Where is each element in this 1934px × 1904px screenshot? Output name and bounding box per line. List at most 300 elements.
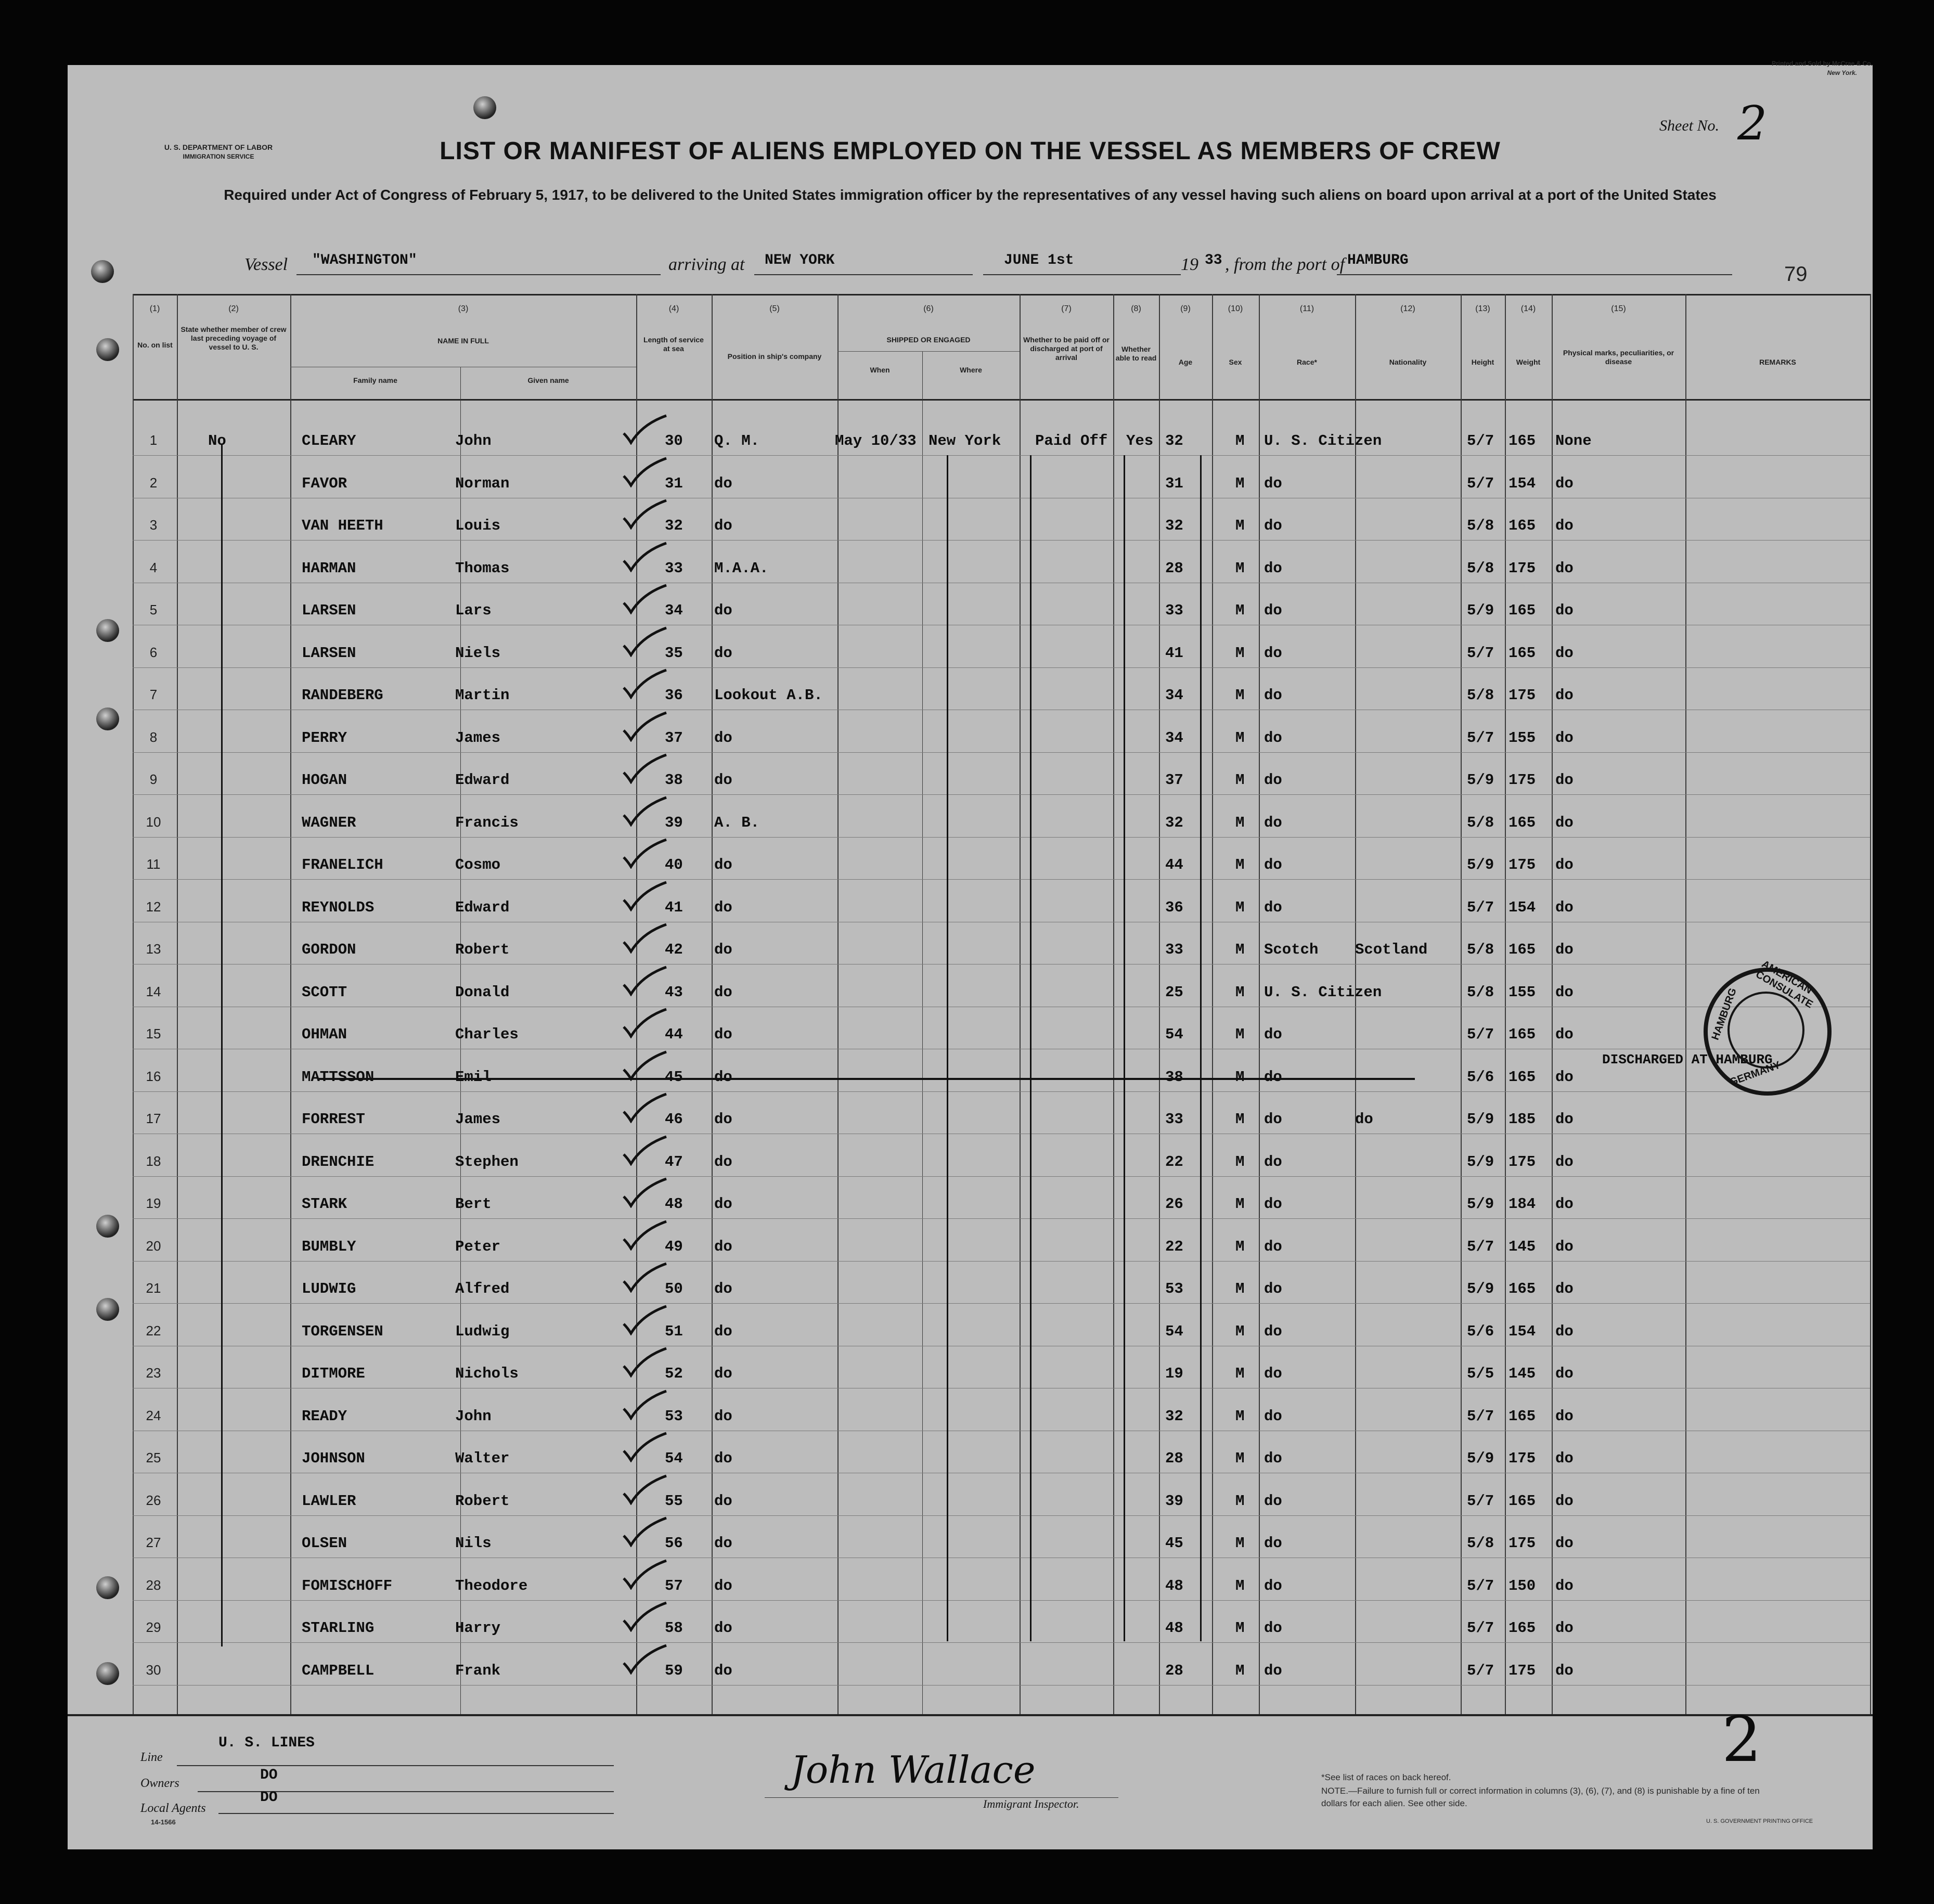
cell-age: 28 bbox=[1165, 559, 1183, 577]
checkmark-icon bbox=[622, 1304, 668, 1335]
inspector-signature: John Wallace bbox=[791, 1748, 1036, 1792]
checkmark-icon bbox=[622, 1516, 668, 1547]
col1-number: (1) bbox=[149, 304, 160, 313]
cell-age: 32 bbox=[1165, 814, 1183, 831]
cell-physical-marks: do bbox=[1555, 983, 1574, 1001]
cell-age: 33 bbox=[1165, 941, 1183, 958]
cell-given-name: Thomas bbox=[455, 559, 510, 577]
col7-number: (7) bbox=[1061, 304, 1072, 313]
strike-through-line bbox=[317, 1078, 1415, 1080]
col15-number: (15) bbox=[1611, 304, 1626, 313]
ditto-line bbox=[221, 445, 223, 1646]
cell-length-of-service: 51 bbox=[665, 1322, 683, 1340]
col-header-family-name: Family name bbox=[353, 376, 397, 384]
cell-family-name: CLEARY bbox=[302, 432, 356, 449]
cell-length-of-service: 32 bbox=[665, 517, 683, 534]
cell-age: 41 bbox=[1165, 644, 1183, 662]
cell-family-name: FOMISCHOFF bbox=[302, 1577, 393, 1594]
checkmark-icon bbox=[622, 1346, 668, 1378]
cell-sex: M bbox=[1235, 1450, 1245, 1467]
cell-physical-marks: do bbox=[1555, 517, 1574, 534]
cell-physical-marks: do bbox=[1555, 559, 1574, 577]
row-number: 23 bbox=[146, 1365, 161, 1381]
checkmark-icon bbox=[622, 668, 668, 699]
cell-height: 5/9 bbox=[1467, 602, 1494, 619]
col-header-remarks: REMARKS bbox=[1759, 358, 1796, 366]
checkmark-icon bbox=[622, 880, 668, 911]
cell-position: A. B. bbox=[714, 814, 760, 831]
cell-position: do bbox=[714, 1577, 732, 1594]
agents-value: DO bbox=[260, 1790, 278, 1806]
cell-weight: 165 bbox=[1508, 1026, 1536, 1043]
cell-race: do bbox=[1264, 1238, 1282, 1255]
punch-hole bbox=[96, 619, 119, 642]
cell-physical-marks: do bbox=[1555, 1026, 1574, 1043]
inspector-label: Immigrant Inspector. bbox=[983, 1797, 1079, 1810]
cell-height: 5/7 bbox=[1467, 474, 1494, 492]
cell-length-of-service: 59 bbox=[665, 1662, 683, 1679]
cell-height: 5/7 bbox=[1467, 1577, 1494, 1594]
cell-race: do bbox=[1264, 474, 1282, 492]
cell-given-name: Bert bbox=[455, 1195, 492, 1213]
cell-shipped-where: New York bbox=[929, 432, 1001, 449]
cell-length-of-service: 55 bbox=[665, 1492, 683, 1510]
cell-given-name: John bbox=[455, 432, 492, 449]
cell-race: do bbox=[1264, 1322, 1282, 1340]
cell-family-name: REYNOLDS bbox=[302, 898, 375, 916]
cell-height: 5/7 bbox=[1467, 1619, 1494, 1637]
row-number: 13 bbox=[146, 941, 161, 957]
checkmark-icon bbox=[622, 795, 668, 827]
cell-physical-marks: do bbox=[1555, 941, 1574, 958]
cell-family-name: FORREST bbox=[302, 1111, 365, 1128]
cell-height: 5/7 bbox=[1467, 1662, 1494, 1679]
cell-race: do bbox=[1264, 1492, 1282, 1510]
punch-hole bbox=[96, 1298, 119, 1321]
sheet-label: Sheet No. bbox=[1659, 117, 1719, 134]
cell-given-name: Charles bbox=[455, 1026, 519, 1043]
cell-race: do bbox=[1264, 729, 1282, 747]
cell-given-name: John bbox=[455, 1407, 492, 1425]
cell-race: do bbox=[1264, 687, 1282, 704]
col12-number: (12) bbox=[1400, 304, 1415, 313]
cell-length-of-service: 39 bbox=[665, 814, 683, 831]
cell-physical-marks: do bbox=[1555, 1407, 1574, 1425]
cell-sex: M bbox=[1235, 1577, 1245, 1594]
cell-physical-marks: do bbox=[1555, 729, 1574, 747]
cell-able-to-read: Yes bbox=[1126, 432, 1154, 449]
cell-given-name: James bbox=[455, 1111, 501, 1128]
cell-given-name: Nichols bbox=[455, 1365, 519, 1382]
checkmark-icon bbox=[622, 583, 668, 614]
col-header-previous-voyage: State whether member of crew last preceding voyage of vessel to U. S. bbox=[180, 325, 287, 351]
cell-family-name: GORDON bbox=[302, 941, 356, 958]
col10-number: (10) bbox=[1228, 304, 1243, 313]
cell-height: 5/8 bbox=[1467, 517, 1494, 534]
cell-position: do bbox=[714, 1238, 732, 1255]
cell-length-of-service: 46 bbox=[665, 1111, 683, 1128]
cell-physical-marks: do bbox=[1555, 1662, 1574, 1679]
cell-height: 5/7 bbox=[1467, 1026, 1494, 1043]
form-number: 14-1566 bbox=[151, 1818, 176, 1826]
cell-length-of-service: 57 bbox=[665, 1577, 683, 1594]
cell-nationality: do bbox=[1355, 1111, 1373, 1128]
sheet-number: 2 bbox=[1737, 96, 1768, 151]
stamp-text-top: AMERICAN CONSULATE bbox=[1754, 958, 1815, 1011]
cell-height: 5/9 bbox=[1467, 1153, 1494, 1170]
cell-height: 5/8 bbox=[1467, 1535, 1494, 1552]
checkmark-icon bbox=[622, 965, 668, 996]
cell-physical-marks: do bbox=[1555, 687, 1574, 704]
checkmark-icon bbox=[622, 838, 668, 869]
cell-age: 34 bbox=[1165, 729, 1183, 747]
cell-family-name: CAMPBELL bbox=[302, 1662, 375, 1679]
printing-office: U. S. GOVERNMENT PRINTING OFFICE bbox=[1706, 1818, 1813, 1824]
cell-height: 5/9 bbox=[1467, 1195, 1494, 1213]
cell-physical-marks: None bbox=[1555, 432, 1592, 449]
cell-sex: M bbox=[1235, 941, 1245, 958]
cell-race: do bbox=[1264, 1619, 1282, 1637]
col-header-no: No. on list bbox=[137, 341, 173, 349]
row-number: 25 bbox=[146, 1450, 161, 1465]
cell-height: 5/8 bbox=[1467, 814, 1494, 831]
row-number: 29 bbox=[146, 1619, 161, 1635]
cell-given-name: Norman bbox=[455, 474, 510, 492]
col-header-age: Age bbox=[1178, 358, 1193, 366]
year-prefix: 19 bbox=[1181, 255, 1198, 274]
cell-position: do bbox=[714, 1365, 732, 1382]
checkmark-icon bbox=[622, 1092, 668, 1123]
cell-age: 22 bbox=[1165, 1238, 1183, 1255]
cell-family-name: OLSEN bbox=[302, 1535, 347, 1552]
cell-weight: 165 bbox=[1508, 602, 1536, 619]
cell-position: do bbox=[714, 1619, 732, 1637]
cell-physical-marks: do bbox=[1555, 1068, 1574, 1086]
checkmark-icon bbox=[622, 1007, 668, 1038]
checkmark-icon bbox=[622, 456, 668, 487]
cell-physical-marks: do bbox=[1555, 1153, 1574, 1170]
cell-race: U. S. Citizen bbox=[1264, 983, 1382, 1001]
row-number: 16 bbox=[146, 1068, 161, 1084]
cell-weight: 165 bbox=[1508, 1068, 1536, 1086]
cell-race: do bbox=[1264, 602, 1282, 619]
cell-physical-marks: do bbox=[1555, 1280, 1574, 1297]
cell-family-name: DITMORE bbox=[302, 1365, 365, 1382]
row-number: 1 bbox=[149, 432, 158, 448]
cell-family-name: LARSEN bbox=[302, 602, 356, 619]
cell-height: 5/7 bbox=[1467, 432, 1494, 449]
row-number: 28 bbox=[146, 1577, 161, 1593]
cell-position: do bbox=[714, 1407, 732, 1425]
cell-position: do bbox=[714, 1068, 732, 1086]
cell-weight: 175 bbox=[1508, 1535, 1536, 1552]
cell-physical-marks: do bbox=[1555, 1195, 1574, 1213]
cell-family-name: TORGENSEN bbox=[302, 1322, 383, 1340]
cell-sex: M bbox=[1235, 898, 1245, 916]
col8-number: (8) bbox=[1131, 304, 1141, 313]
cell-age: 45 bbox=[1165, 1535, 1183, 1552]
cell-position: do bbox=[714, 983, 732, 1001]
cell-age: 39 bbox=[1165, 1492, 1183, 1510]
cell-height: 5/9 bbox=[1467, 1450, 1494, 1467]
cell-weight: 155 bbox=[1508, 983, 1536, 1001]
cell-length-of-service: 53 bbox=[665, 1407, 683, 1425]
cell-physical-marks: do bbox=[1555, 1322, 1574, 1340]
cell-race: do bbox=[1264, 1153, 1282, 1170]
cell-race: do bbox=[1264, 1026, 1282, 1043]
cell-given-name: Ludwig bbox=[455, 1322, 510, 1340]
row-number: 9 bbox=[149, 771, 158, 787]
cell-given-name: Harry bbox=[455, 1619, 501, 1637]
cell-position: do bbox=[714, 1492, 732, 1510]
cell-length-of-service: 52 bbox=[665, 1365, 683, 1382]
checkmark-icon bbox=[622, 626, 668, 657]
cell-length-of-service: 36 bbox=[665, 687, 683, 704]
cell-length-of-service: 54 bbox=[665, 1450, 683, 1467]
cell-race: do bbox=[1264, 1195, 1282, 1213]
cell-given-name: Martin bbox=[455, 687, 510, 704]
cell-length-of-service: 35 bbox=[665, 644, 683, 662]
col-header-paid-off: Whether to be paid off or discharged at port of arrival bbox=[1023, 336, 1110, 362]
cell-given-name: Niels bbox=[455, 644, 501, 662]
checkmark-icon bbox=[622, 1219, 668, 1251]
row-number: 19 bbox=[146, 1195, 161, 1211]
cell-sex: M bbox=[1235, 1280, 1245, 1297]
cell-age: 33 bbox=[1165, 602, 1183, 619]
printer-credit: Printed and Sold by McCrae & Co. bbox=[1771, 60, 1873, 67]
cell-family-name: FRANELICH bbox=[302, 856, 383, 873]
row-number: 4 bbox=[149, 559, 158, 575]
row-number: 30 bbox=[146, 1662, 161, 1678]
checkmark-icon bbox=[622, 1474, 668, 1505]
cell-age: 44 bbox=[1165, 856, 1183, 873]
cell-race: do bbox=[1264, 644, 1282, 662]
cell-height: 5/7 bbox=[1467, 644, 1494, 662]
cell-position: do bbox=[714, 856, 732, 873]
cell-sex: M bbox=[1235, 644, 1245, 662]
cell-weight: 185 bbox=[1508, 1111, 1536, 1128]
cell-family-name: LAWLER bbox=[302, 1492, 356, 1510]
manifest-sheet bbox=[68, 60, 1873, 1849]
cell-given-name: Louis bbox=[455, 517, 501, 534]
cell-weight: 175 bbox=[1508, 1450, 1536, 1467]
cell-physical-marks: do bbox=[1555, 474, 1574, 492]
cell-sex: M bbox=[1235, 1026, 1245, 1043]
cell-weight: 175 bbox=[1508, 1153, 1536, 1170]
cell-position: do bbox=[714, 1662, 732, 1679]
checkmark-icon bbox=[622, 1389, 668, 1420]
cell-weight: 154 bbox=[1508, 1322, 1536, 1340]
col-header-where: Where bbox=[960, 366, 982, 374]
cell-sex: M bbox=[1235, 1238, 1245, 1255]
cell-family-name: STARLING bbox=[302, 1619, 375, 1637]
departure-port: HAMBURG bbox=[1347, 252, 1409, 268]
cell-physical-marks: do bbox=[1555, 1365, 1574, 1382]
cell-family-name: FAVOR bbox=[302, 474, 347, 492]
cell-length-of-service: 33 bbox=[665, 559, 683, 577]
cell-weight: 165 bbox=[1508, 517, 1536, 534]
cell-height: 5/7 bbox=[1467, 1492, 1494, 1510]
cell-race: do bbox=[1264, 898, 1282, 916]
cell-family-name: SCOTT bbox=[302, 983, 347, 1001]
punch-hole bbox=[96, 1576, 119, 1599]
cell-race: do bbox=[1264, 771, 1282, 789]
cell-length-of-service: 47 bbox=[665, 1153, 683, 1170]
cell-age: 32 bbox=[1165, 1407, 1183, 1425]
cell-age: 37 bbox=[1165, 771, 1183, 789]
cell-position: do bbox=[714, 517, 732, 534]
row-number: 2 bbox=[149, 474, 158, 491]
cell-height: 5/9 bbox=[1467, 1280, 1494, 1297]
cell-weight: 175 bbox=[1508, 559, 1536, 577]
vessel-label: Vessel bbox=[244, 255, 288, 274]
cell-physical-marks: do bbox=[1555, 1238, 1574, 1255]
cell-sex: M bbox=[1235, 1535, 1245, 1552]
cell-physical-marks: do bbox=[1555, 644, 1574, 662]
checkmark-icon bbox=[622, 922, 668, 954]
cell-position: Q. M. bbox=[714, 432, 760, 449]
cell-given-name: Nils bbox=[455, 1535, 492, 1552]
cell-position: do bbox=[714, 1111, 732, 1128]
agents-label: Local Agents bbox=[140, 1802, 206, 1815]
cell-sex: M bbox=[1235, 1492, 1245, 1510]
row-number: 20 bbox=[146, 1238, 161, 1254]
cell-age: 33 bbox=[1165, 1111, 1183, 1128]
punch-hole bbox=[473, 96, 496, 119]
arriving-label: arriving at bbox=[668, 255, 745, 274]
col13-number: (13) bbox=[1475, 304, 1490, 313]
from-label: , from the port of bbox=[1225, 255, 1345, 274]
cell-race: do bbox=[1264, 1068, 1282, 1086]
cell-length-of-service: 37 bbox=[665, 729, 683, 747]
cell-weight: 155 bbox=[1508, 729, 1536, 747]
page-title: LIST OR MANIFEST OF ALIENS EMPLOYED ON THE VESSEL AS MEMBERS OF CREW bbox=[440, 137, 1501, 165]
checkmark-icon bbox=[622, 1262, 668, 1293]
col9-number: (9) bbox=[1180, 304, 1191, 313]
cell-sex: M bbox=[1235, 983, 1245, 1001]
col2-number: (2) bbox=[228, 304, 239, 313]
cell-sex: M bbox=[1235, 1068, 1245, 1086]
cell-height: 5/6 bbox=[1467, 1322, 1494, 1340]
cell-sex: M bbox=[1235, 1365, 1245, 1382]
cell-weight: 175 bbox=[1508, 856, 1536, 873]
cell-length-of-service: 45 bbox=[665, 1068, 683, 1086]
row-number: 22 bbox=[146, 1322, 161, 1339]
checkmark-icon bbox=[622, 711, 668, 742]
col-header-able-to-read: Whether able to read bbox=[1115, 345, 1157, 362]
owners-value: DO bbox=[260, 1767, 278, 1783]
col5-number: (5) bbox=[769, 304, 780, 313]
checkmark-icon bbox=[622, 541, 668, 572]
cell-given-name: Edward bbox=[455, 771, 510, 789]
cell-given-name: Robert bbox=[455, 1492, 510, 1510]
cell-given-name: Stephen bbox=[455, 1153, 519, 1170]
cell-length-of-service: 49 bbox=[665, 1238, 683, 1255]
cell-length-of-service: 38 bbox=[665, 771, 683, 789]
vessel-name: "WASHINGTON" bbox=[312, 252, 417, 268]
stamp-text-left: HAMBURG bbox=[1709, 986, 1739, 1042]
col11-number: (11) bbox=[1299, 304, 1314, 313]
col-header-weight: Weight bbox=[1516, 358, 1541, 366]
cell-physical-marks: do bbox=[1555, 1450, 1574, 1467]
cell-height: 5/8 bbox=[1467, 559, 1494, 577]
cell-height: 5/8 bbox=[1467, 941, 1494, 958]
cell-age: 32 bbox=[1165, 432, 1183, 449]
cell-family-name: HOGAN bbox=[302, 771, 347, 789]
cell-given-name: Theodore bbox=[455, 1577, 528, 1594]
cell-family-name: LUDWIG bbox=[302, 1280, 356, 1297]
cell-physical-marks: do bbox=[1555, 1577, 1574, 1594]
cell-given-name: Walter bbox=[455, 1450, 510, 1467]
row-number: 11 bbox=[146, 856, 161, 872]
cell-age: 48 bbox=[1165, 1619, 1183, 1637]
col-header-when: When bbox=[870, 366, 890, 374]
cell-race: do bbox=[1264, 856, 1282, 873]
cell-weight: 154 bbox=[1508, 898, 1536, 916]
cell-given-name: Cosmo bbox=[455, 856, 501, 873]
races-note: *See list of races on back hereof. bbox=[1321, 1772, 1451, 1782]
cell-weight: 175 bbox=[1508, 1662, 1536, 1679]
cell-sex: M bbox=[1235, 1111, 1245, 1128]
cell-remarks: DISCHARGED AT HAMBURG bbox=[1602, 1051, 1773, 1067]
cell-physical-marks: do bbox=[1555, 602, 1574, 619]
cell-race: do bbox=[1264, 1662, 1282, 1679]
cell-nationality: Scotland bbox=[1355, 941, 1428, 958]
cell-sex: M bbox=[1235, 1619, 1245, 1637]
row-number: 27 bbox=[146, 1535, 161, 1550]
cell-race: do bbox=[1264, 1280, 1282, 1297]
cell-weight: 145 bbox=[1508, 1238, 1536, 1255]
cell-length-of-service: 50 bbox=[665, 1280, 683, 1297]
arrival-date: JUNE 1st bbox=[1004, 252, 1074, 268]
cell-race: U. S. Citizen bbox=[1264, 432, 1382, 449]
row-number: 7 bbox=[149, 687, 158, 702]
cell-physical-marks: do bbox=[1555, 898, 1574, 916]
checkmark-icon bbox=[622, 1135, 668, 1166]
cell-position: do bbox=[714, 898, 732, 916]
cell-length-of-service: 34 bbox=[665, 602, 683, 619]
cell-sex: M bbox=[1235, 602, 1245, 619]
cell-family-name: VAN HEETH bbox=[302, 517, 383, 534]
office-line-2: IMMIGRATION SERVICE bbox=[183, 153, 254, 160]
cell-family-name: MATTSSON bbox=[302, 1068, 375, 1086]
punch-hole bbox=[91, 260, 114, 283]
row-number: 21 bbox=[146, 1280, 161, 1296]
ditto-line bbox=[1200, 455, 1202, 1641]
cell-position: do bbox=[714, 729, 732, 747]
cell-height: 5/6 bbox=[1467, 1068, 1494, 1086]
cell-position: do bbox=[714, 1026, 732, 1043]
col-header-nationality: Nationality bbox=[1389, 358, 1427, 366]
cell-height: 5/8 bbox=[1467, 687, 1494, 704]
col4-number: (4) bbox=[668, 304, 679, 313]
cell-position: Lookout A.B. bbox=[714, 687, 823, 704]
punch-hole bbox=[96, 1215, 119, 1238]
row-number: 6 bbox=[149, 644, 158, 660]
cell-sex: M bbox=[1235, 474, 1245, 492]
printer-city: New York. bbox=[1827, 69, 1857, 76]
cell-given-name: Lars bbox=[455, 602, 492, 619]
col-header-position: Position in ship's company bbox=[727, 352, 822, 361]
cell-age: 19 bbox=[1165, 1365, 1183, 1382]
ditto-line bbox=[1030, 455, 1032, 1641]
cell-weight: 154 bbox=[1508, 474, 1536, 492]
row-number: 14 bbox=[146, 983, 161, 999]
cell-height: 5/7 bbox=[1467, 898, 1494, 916]
col-header-name: NAME IN FULL bbox=[437, 337, 489, 345]
col-header-given-name: Given name bbox=[527, 376, 569, 384]
cell-shipped-when: May 10/33 bbox=[835, 432, 917, 449]
